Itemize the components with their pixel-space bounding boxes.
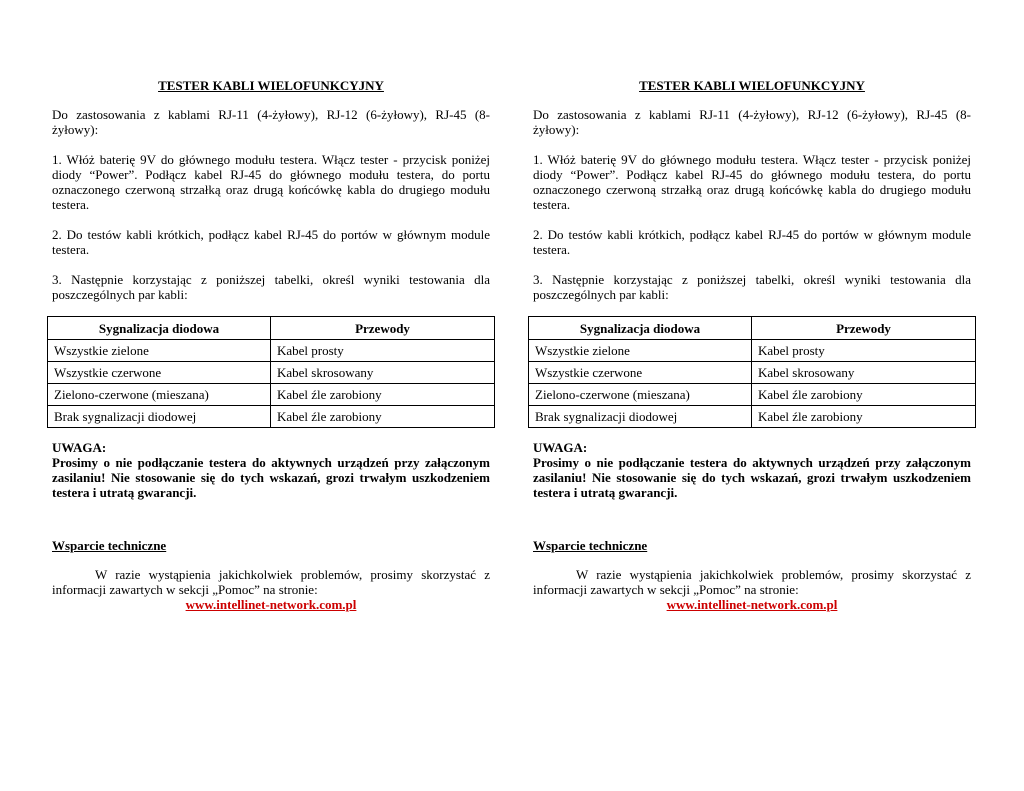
intro-paragraph: Do zastosowania z kablami RJ-11 (4-żyłowy), RJ-12 (6-żyłowy), RJ-45 (8-żyłowy): xyxy=(52,107,490,137)
step-1-paragraph: 1. Włóż baterię 9V do głównego modułu testera. Włącz tester - przycisk poniżej diody “Power”. Podłącz kabel RJ-45 do głównego modułu testera, do portu oznaczonego czerwoną strzałką oraz drugą końcówkę kabla do drugiego modułu testera. xyxy=(533,152,971,212)
table-row xyxy=(529,340,976,362)
step-3-paragraph: 3. Następnie korzystając z poniższej tabelki, określ wyniki testowania dla poszczególnych par kabli: xyxy=(52,272,490,302)
table-row xyxy=(48,384,495,406)
results-table xyxy=(47,316,495,428)
table-row xyxy=(48,340,495,362)
table-cell: Kabel skrosowany xyxy=(271,362,495,384)
table-cell: Kabel prosty xyxy=(271,340,495,362)
step-3-paragraph: 3. Następnie korzystając z poniższej tabelki, określ wyniki testowania dla poszczególnych par kabli: xyxy=(533,272,971,302)
leaflet-left xyxy=(52,78,490,612)
table-row xyxy=(529,362,976,384)
table-cell: Wszystkie czerwone xyxy=(529,362,752,384)
table-row xyxy=(48,362,495,384)
document-title: TESTER KABLI WIELOFUNKCYJNY xyxy=(639,78,865,93)
document-title: TESTER KABLI WIELOFUNKCYJNY xyxy=(158,78,384,93)
website-link[interactable]: www.intellinet-network.com.pl xyxy=(666,597,838,612)
table-cell: Brak sygnalizacji diodowej xyxy=(48,406,271,428)
table-header-signal: Sygnalizacja diodowa xyxy=(529,317,752,340)
table-cell: Kabel źle zarobiony xyxy=(271,406,495,428)
support-text: W razie wystąpienia jakichkolwiek problemów, prosimy skorzystać z informacji zawartych w sekcji „Pomoc” na stronie: xyxy=(52,567,490,597)
warning-heading: UWAGA: xyxy=(52,440,107,455)
intro-paragraph: Do zastosowania z kablami RJ-11 (4-żyłowy), RJ-12 (6-żyłowy), RJ-45 (8-żyłowy): xyxy=(533,107,971,137)
table-cell: Wszystkie czerwone xyxy=(48,362,271,384)
table-row xyxy=(529,384,976,406)
warning-text: Prosimy o nie podłączanie testera do aktywnych urządzeń przy załączonym zasilaniu! Nie stosowanie się do tych wskazań, grozi trwałym uszkodzeniem testera i utratą gwarancji. xyxy=(52,455,490,500)
step-2-paragraph: 2. Do testów kabli krótkich, podłącz kabel RJ-45 do portów w głównym module testera. xyxy=(533,227,971,257)
support-heading: Wsparcie techniczne xyxy=(52,538,167,553)
table-header-row xyxy=(48,317,495,340)
warning-block xyxy=(533,440,971,500)
table-cell: Zielono-czerwone (mieszana) xyxy=(529,384,752,406)
table-cell: Kabel źle zarobiony xyxy=(752,384,976,406)
leaflet-right xyxy=(533,78,971,612)
table-cell: Kabel prosty xyxy=(752,340,976,362)
step-2-paragraph: 2. Do testów kabli krótkich, podłącz kabel RJ-45 do portów w głównym module testera. xyxy=(52,227,490,257)
support-heading: Wsparcie techniczne xyxy=(533,538,648,553)
table-row xyxy=(48,406,495,428)
results-table xyxy=(528,316,976,428)
table-header-wires: Przewody xyxy=(752,317,976,340)
step-1-paragraph: 1. Włóż baterię 9V do głównego modułu testera. Włącz tester - przycisk poniżej diody “Power”. Podłącz kabel RJ-45 do głównego modułu testera, do portu oznaczonego czerwoną strzałką oraz drugą końcówkę kabla do drugiego modułu testera. xyxy=(52,152,490,212)
table-cell: Kabel źle zarobiony xyxy=(271,384,495,406)
table-header-row xyxy=(529,317,976,340)
table-cell: Kabel skrosowany xyxy=(752,362,976,384)
table-header-wires: Przewody xyxy=(271,317,495,340)
table-cell: Zielono-czerwone (mieszana) xyxy=(48,384,271,406)
table-cell: Wszystkie zielone xyxy=(529,340,752,362)
warning-heading: UWAGA: xyxy=(533,440,588,455)
table-cell: Wszystkie zielone xyxy=(48,340,271,362)
table-cell: Brak sygnalizacji diodowej xyxy=(529,406,752,428)
warning-text: Prosimy o nie podłączanie testera do aktywnych urządzeń przy załączonym zasilaniu! Nie stosowanie się do tych wskazań, grozi trwałym uszkodzeniem testera i utratą gwarancji. xyxy=(533,455,971,500)
table-cell: Kabel źle zarobiony xyxy=(752,406,976,428)
website-link[interactable]: www.intellinet-network.com.pl xyxy=(185,597,357,612)
warning-block xyxy=(52,440,490,500)
table-header-signal: Sygnalizacja diodowa xyxy=(48,317,271,340)
support-text: W razie wystąpienia jakichkolwiek problemów, prosimy skorzystać z informacji zawartych w sekcji „Pomoc” na stronie: xyxy=(533,567,971,597)
table-row xyxy=(529,406,976,428)
